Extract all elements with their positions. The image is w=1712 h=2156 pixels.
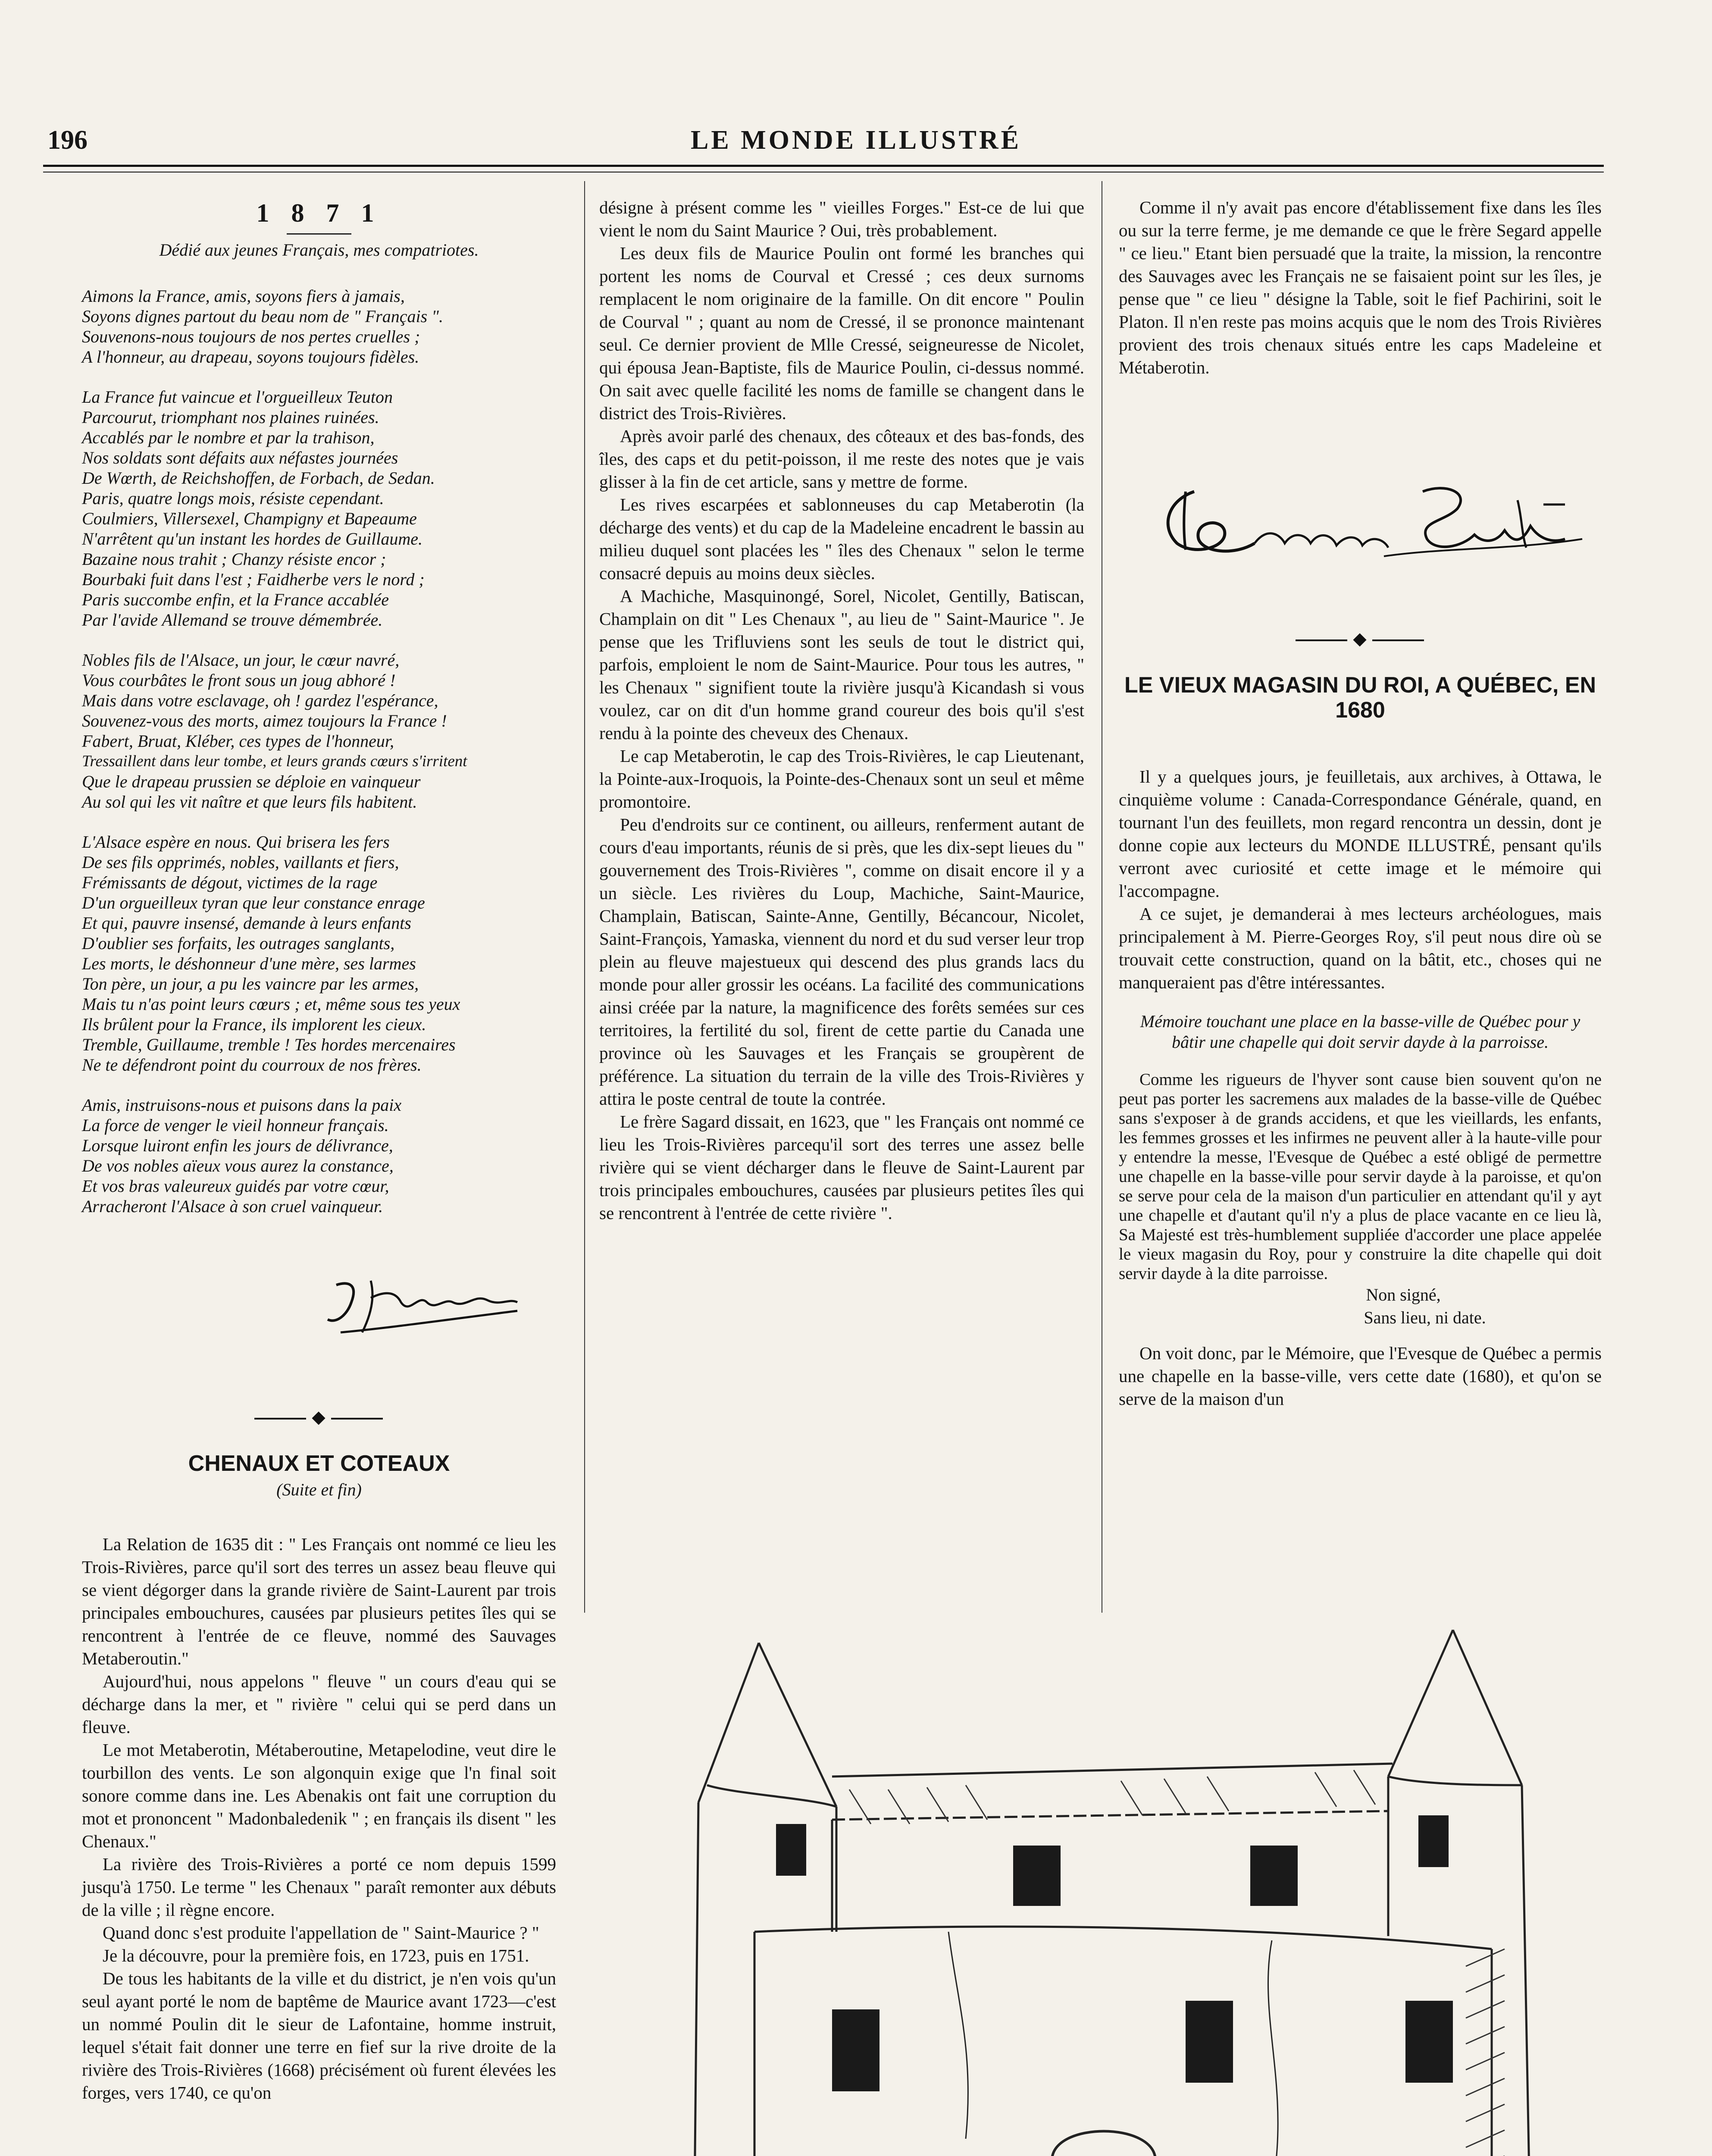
paragraph: Quand donc s'est produite l'appellation de " Saint-Maurice ? " (103, 1923, 539, 1943)
poem-line: Aimons la France, amis, soyons fiers à jamais, (82, 286, 405, 306)
poem-stanza-3 (82, 650, 556, 812)
poem-stanza-5 (82, 1095, 556, 1216)
memoire-title: Mémoire touchant une place en la basse-ville de Québec pour y bâtir une chapelle qui doit servir dayde à la parroisse. (1140, 1012, 1581, 1052)
magasin-heading: LE VIEUX MAGASIN DU ROI, A QUÉBEC, EN 1680 (1124, 673, 1596, 723)
poem-line: La France fut vaincue et l'orgueilleux Teuton (82, 387, 393, 407)
paragraph: Les deux fils de Maurice Poulin ont formé les branches qui portent les noms de Courval et Cressé ; ces deux surnoms remplacent le nom originaire de la famille. On dit encore " Poulin de Courval " ; quant au nom de Cressé, il se prononce maintenant seul. Ce dernier provient de Mlle Cressé, seigneuresse de Nicolet, qui épousa Jean-Baptiste, fils de Maurice Poulin, ci-dessus nommé. On sait avec quelle facilité les noms de famille se changent dans le district des Trois-Rivières. (599, 243, 1084, 423)
poem-title: 1 8 7 1 (256, 199, 382, 227)
poem-line: Frémissants de dégout, victimes de la rage (82, 873, 378, 892)
chenaux-section-head (82, 1451, 556, 1500)
paragraph: Le frère Sagard dissait, en 1623, que " les Français ont nommé ce lieu les Trois-Rivières parcequ'il sort des terres une assez belle rivière qui se vient décharger dans le fleuve de Saint-Laurent par trois principales embouchures, causées par plusieurs petites îles qui se rencontrent à l'entrée de cette rivière ". (599, 1112, 1084, 1223)
author-signature (1142, 474, 1595, 573)
paragraph: La rivière des Trois-Rivières a porté ce nom depuis 1599 jusqu'à 1750. Le terme " les Chenaux " paraît remonter aux débuts de la ville ; il règne encore. (82, 1854, 556, 1920)
poem-signature (310, 1268, 535, 1341)
journal-title: LE MONDE ILLUSTRÉ (691, 125, 1021, 155)
poem-line: Et vos bras valeureux guidés par votre cœur, (82, 1176, 389, 1196)
poem-line: Soyons dignes partout du beau nom de " Français ". (82, 307, 443, 326)
poem-line: Par l'avide Allemand se trouve démembrée. (82, 610, 383, 630)
poem-stanza-2 (82, 387, 556, 630)
poem-line: Parcourut, triomphant nos plaines ruinées. (82, 407, 379, 427)
paragraph: Comme il n'y avait pas encore d'établissement fixe dans les îles ou sur la terre ferme, je me demande ce que le frère Segard appelle " ce lieu." Etant bien persuadé que la traite, la mission, la rencontre des Sauvages avec les Français ne se faisaient point sur les îles, je pense que " ce lieu " désigne la Table, soit le fief Pachirini, soit le Platon. Il n'en reste pas moins acquis que le nom des Trois Rivières provient des trois chenaux situés entre les caps Madeleine et Métaberotin. (1119, 197, 1602, 377)
poem-dedication: Dédié aux jeunes Français, mes compatriotes. (159, 240, 479, 260)
poem-line: Amis, instruisons-nous et puisons dans la paix (82, 1095, 402, 1115)
poem-body (82, 286, 556, 1216)
paragraph: Les rives escarpées et sablonneuses du cap Metaberotin (la décharge des vents) et du cap de la Madeleine encadrent le bassin au milieu duquel sont placées les " îles des Chenaux " selon le terme consacré depuis au moins deux siècles. (599, 495, 1084, 583)
paragraph: Il y a quelques jours, je feuilletais, aux archives, à Ottawa, le cinquième volume : Canada-Correspondance Générale, quand, en tournant l'un des feuillets, mon regard rencontra un dessin, dont je donne copie aux lecteurs du MONDE ILLUSTRÉ, pensant qu'ils verront avec curiosité et cette image et le mémoire qui l'accompagne. (1119, 767, 1602, 901)
paragraph: De tous les habitants de la ville et du district, je n'en vois qu'un seul ayant porté le nom de baptême de Maurice avant 1723—c'est un nommé Poulin dit le sieur de Lafontaine, homme instruit, lequel s'était fait donner une terre en fief sur la rive droite de la rivière des Trois-Rivières (1668) précisément où furent élevées les forges, vers 1740, ce qu'on (82, 1968, 556, 2103)
magasin-text (1119, 765, 1602, 1410)
column-divider-1 (584, 181, 585, 1613)
poem-line: Vous courbâtes le front sous un joug abhoré ! (82, 671, 396, 690)
poem-line: Bazaine nous trahit ; Chanzy résiste encor ; (82, 549, 386, 569)
poem-line: Fabert, Bruat, Kléber, ces types de l'honneur, (82, 731, 394, 751)
poem-line: D'un orgueilleux tyran que leur constance enrage (82, 893, 425, 912)
poem-line: Mais dans votre esclavage, oh ! gardez l'espérance, (82, 691, 438, 710)
poem-line: L'Alsace espère en nous. Qui brisera les fers (82, 832, 390, 852)
memoire-body: Comme les rigueurs de l'hyver sont cause bien souvent qu'on ne peut pas porter les sacremens aux malades de la basse-ville de Québec sans s'exposer à de grands accidens, et que les vieillards, les enfants, les femmes grosses et les infirmes ne peuvent aller à la haute-ville pour y entendre la messe, l'Evesque de Québec a esté obligé de permettre une chapelle en la basse-ville pour servir dayde à la paroisse, et qu'on se serve pour cela de la maison d'un particulier en attendant qu'il y ayt une chapelle et d'autant qu'il n'y a plus de place vacante en ce lieu là, Sa Majesté est très-humblement suppliée d'accorder une place appelée le vieux magasin du Roy, pour y construire la dite chapelle qui doit servir dayde à la dite parroisse. (1119, 1070, 1602, 1283)
poem-line: Tremble, Guillaume, tremble ! Tes hordes mercenaires (82, 1035, 456, 1054)
poem-line: Ne te défendront point du courroux de nos frères. (82, 1055, 422, 1075)
poem-line: Paris, quatre longs mois, résiste cependant. (82, 489, 384, 508)
poem-line: Souvenons-nous toujours de nos pertes cruelles ; (82, 327, 420, 346)
chenaux-subheading: (Suite et fin) (276, 1480, 362, 1499)
poem-stanza-1 (82, 286, 556, 367)
paragraph: Le cap Metaberotin, le cap des Trois-Rivières, le cap Lieutenant, la Pointe-aux-Iroquois, la Pointe-des-Chenaux sont un seul et même promontoire. (599, 746, 1084, 812)
paragraph: Le mot Metaberotin, Métaberoutine, Metapelodine, veut dire le tourbillon des vents. Le son algonquin exige que l'n final soit sonore comme dans ine. Les Abenakis ont fait une corruption du mot et prononcent " Madonbaledenik " ; en français ils disent " les Chenaux." (82, 1740, 556, 1851)
poem-line: Paris succombe enfin, et la France accablée (82, 590, 389, 609)
poem-line: De Wœrth, de Reichshoffen, de Forbach, de Sedan. (82, 468, 435, 488)
poem-line: Souvenez-vous des morts, aimez toujours la France ! (82, 711, 447, 730)
poem-line: Au sol qui les vit naître et que leurs fils habitent. (82, 792, 417, 812)
chenaux-col2 (599, 196, 1084, 1225)
paragraph: Je la découvre, pour la première fois, en 1723, puis en 1751. (103, 1946, 529, 1965)
poem-line: Arracheront l'Alsace à son cruel vainqueur. (82, 1197, 383, 1216)
paragraph: désigne à présent comme les " vieilles Forges." Est-ce de lui que vient le nom du Saint Maurice ? Oui, très probablement. (599, 197, 1084, 240)
poem-line: De ses fils opprimés, nobles, vaillants et fiers, (82, 852, 399, 872)
ornament-divider (254, 1412, 384, 1425)
poem-line: De vos nobles aïeux vous aurez la constance, (82, 1156, 394, 1175)
poem-line: Nos soldats sont défaits aux néfastes journées (82, 448, 398, 467)
poem-line: A l'honneur, au drapeau, soyons toujours fidèles. (82, 347, 419, 367)
poem-stanza-4 (82, 832, 556, 1075)
poem-line: Nobles fils de l'Alsace, un jour, le cœur navré, (82, 650, 400, 670)
paragraph: On voit donc, par le Mémoire, que l'Evesque de Québec a permis une chapelle en la basse-ville, vers cette date (1680), et qu'on se serve de la maison d'un (1119, 1343, 1602, 1409)
title-rule (287, 233, 351, 235)
poem-line: Et qui, pauvre insensé, demande à leurs enfants (82, 913, 411, 933)
chenaux-col1 (82, 1533, 556, 2104)
sans-lieu: Sans lieu, ni date. (1364, 1308, 1486, 1327)
poem-line: Ils brûlent pour la France, ils implorent les cieux. (82, 1015, 426, 1034)
ornament-divider-2 (1296, 634, 1425, 647)
page-number: 196 (47, 125, 88, 155)
paragraph: Après avoir parlé des chenaux, des côteaux et des bas-fonds, des îles, des caps et du petit-poisson, il me reste des notes que je vais glisser à la fin de cet article, sans y mettre de forme. (599, 426, 1084, 492)
poem-line: N'arrêtent qu'un instant les hordes de Guillaume. (82, 529, 423, 548)
paragraph: La Relation de 1635 dit : " Les Français ont nommé ce lieu les Trois-Rivières, parce qu'il sort des terres un assez beau fleuve qui se vient dégorger dans la grande rivière de Saint-Laurent par trois principales embouchures, causées par plusieurs petites îles qui se rencontrent à l'entrée de ce fleuve, nommé des Sauvages Metaberoutin." (82, 1534, 556, 1668)
chenaux-col3 (1119, 196, 1602, 379)
header-rule (43, 165, 1604, 167)
poem-line: Tressaillent dans leur tombe, et leurs grands cœurs s'irritent (82, 752, 467, 770)
poem-line: D'oublier ses forfaits, les outrages sanglants, (82, 934, 395, 953)
non-signe: Non signé, (1366, 1285, 1441, 1304)
poem-section (82, 198, 556, 1236)
poem-line: Ton père, un jour, a pu les vaincre par les armes, (82, 974, 419, 993)
magasin-du-roi-drawing (647, 1621, 1617, 2156)
magasin-section-head (1119, 673, 1602, 723)
paragraph: A ce sujet, je demanderai à mes lecteurs archéologues, mais principalement à M. Pierre-Georges Roy, s'il peut nous dire où se trouvait cette construction, quand on la bâtit, etc., choses qui ne manqueraient pas d'être intéressantes. (1119, 904, 1602, 992)
poem-line: Lorsque luiront enfin les jours de délivrance, (82, 1136, 393, 1155)
paragraph: A Machiche, Masquinongé, Sorel, Nicolet, Gentilly, Batiscan, Champlain on dit " Les Chenaux ", au lieu de " Saint-Maurice ". Je pense que les Trifluviens sont les seuls de tout le district qui, parfois, emploient le nom de Saint-Maurice. Pour tous les autres, " les Chenaux " signifient toute la rivière jusqu'à Kicandash si vous voulez, car on dit d'un homme grand coureur des bois qu'il s'est rendu à la pointe des cheveux des Chenaux. (599, 586, 1084, 743)
poem-line: Coulmiers, Villersexel, Champigny et Bapeaume (82, 509, 417, 528)
paragraph: Aujourd'hui, nous appelons " fleuve " un cours d'eau qui se décharge dans la mer, et " rivière " celui qui se perd dans un fleuve. (82, 1671, 556, 1737)
chenaux-heading: CHENAUX ET COTEAUX (188, 1451, 450, 1476)
poem-line: La force de venger le vieil honneur français. (82, 1116, 389, 1135)
poem-line: Que le drapeau prussien se déploie en vainqueur (82, 772, 421, 791)
poem-line: Mais tu n'as point leurs cœurs ; et, même sous tes yeux (82, 994, 460, 1014)
poem-line: Bourbaki fuit dans l'est ; Faidherbe vers le nord ; (82, 570, 425, 589)
poem-line: Les morts, le déshonneur d'une mère, ses larmes (82, 954, 416, 973)
paragraph: Peu d'endroits sur ce continent, ou ailleurs, renferment autant de cours d'eau importants, réunis de si près, que les dix-sept lieues du " gouvernement des Trois-Rivières ", comme on disait encore il y a un siècle. Les rivières du Loup, Machiche, Saint-Maurice, Champlain, Batiscan, Sainte-Anne, Gentilly, Bécancour, Nicolet, Saint-François, Yamaska, viennent du nord et du sud verser leur trop plein au fleuve majestueux qui descend des plus grands lacs du monde pour aller grossir les océans. La facilité des communications ainsi créée par la nature, la magnificence des forêts semées sur ces territoires, la fertilité du sol, firent de cette partie du Canada une province où les Sauvages et les Français se groupèrent de préférence. La situation du terrain de la ville des Trois-Rivières y attira le poste central de toute la contrée. (599, 815, 1084, 1109)
poem-line: Accablés par le nombre et par la trahison, (82, 428, 375, 447)
